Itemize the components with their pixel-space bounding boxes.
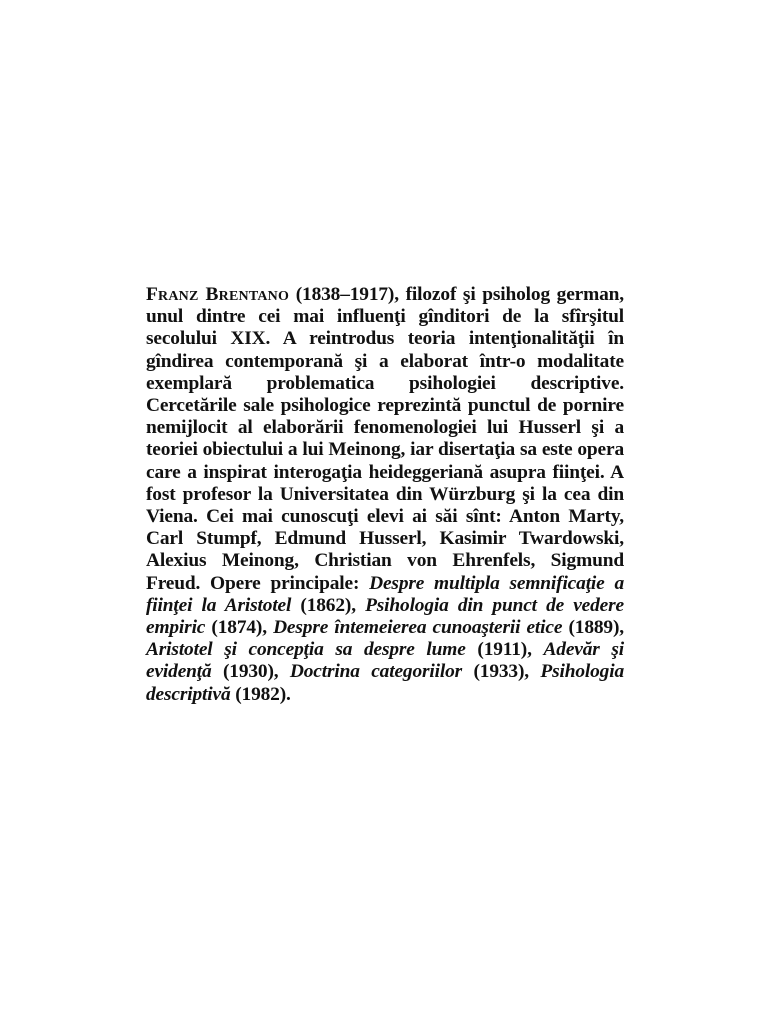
work-year: (1933), bbox=[462, 661, 541, 683]
work-title: Aristotel şi concepţia sa despre lume bbox=[146, 639, 466, 661]
work-title: Psihologia descriptivă bbox=[146, 661, 625, 705]
biography-text: (1838–1917), filozof şi psiholog german, unul dintre cei mai influenţi gînditori de la sfîrşitul secolului XIX. A reintrodus teoria intenţionalităţii în gîndirea contemporană şi a elaborat într-o modalitate exemplară problematica psihologiei descriptive. Cercetările sale psihologice reprezintă punctul de pornire nemijlocit al elaborării fenomenologiei lui Husserl şi a teoriei obiectului a lui Meinong, iar disertaţia sa este opera care a inspirat interogaţia heideggeriană asupra fiinţei. A fost profesor la Universitatea din Würzburg şi la cea din Viena. Cei mai cunoscuţi elevi ai săi sînt: Anton Marty, Carl Stumpf, Edmund Husserl, Kasimir Twardowski, Alexius Meinong, Christian von Ehrenfels, Sigmund Freud. Opere principale: bbox=[146, 284, 625, 594]
work-title: Adevăr şi evidenţă bbox=[146, 639, 625, 683]
biography-paragraph bbox=[146, 284, 624, 706]
work-year: (1862), bbox=[291, 594, 366, 616]
work-title: Psihologia din punct de vedere empiric bbox=[146, 594, 624, 639]
work-title: Doctrina categoriilor bbox=[289, 661, 463, 683]
work-year: (1982). bbox=[230, 683, 291, 705]
work-title: Despre întemeierea cunoaşterii etice bbox=[273, 617, 563, 639]
work-year: (1874), bbox=[205, 617, 274, 639]
work-year: (1930), bbox=[211, 661, 290, 683]
work-title: Despre multipla semnificaţie a fiinţei la Aristotel bbox=[146, 572, 624, 616]
author-name: Franz Brentano bbox=[146, 284, 290, 305]
work-year: (1911), bbox=[465, 639, 544, 661]
work-year: (1889), bbox=[562, 617, 624, 639]
